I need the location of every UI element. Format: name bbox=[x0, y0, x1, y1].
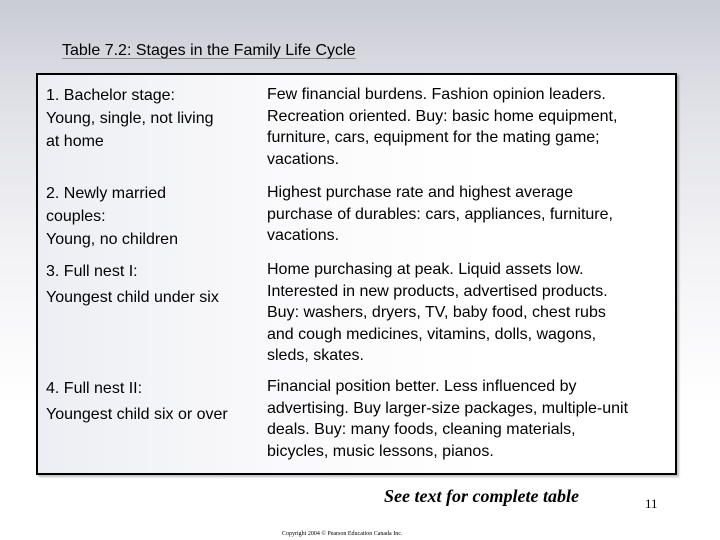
description-line: furniture, cars, equipment for the mating game; bbox=[267, 129, 600, 146]
description-line: Buy: washers, dryers, TV, baby food, chest rubs bbox=[267, 304, 606, 321]
description-line: vacations. bbox=[267, 227, 340, 244]
stage-line: 4. Full nest II: bbox=[46, 380, 143, 397]
description-line: purchase of durables: cars, appliances, furniture, bbox=[267, 205, 613, 223]
description-cell bbox=[267, 376, 671, 462]
stage-line: Youngest child six or over bbox=[46, 406, 228, 423]
stage-cell bbox=[46, 259, 266, 311]
stage-cell bbox=[46, 376, 266, 428]
description-line: Home purchasing at peak. Liquid assets low. bbox=[267, 261, 584, 278]
stage-line: at home bbox=[46, 133, 104, 150]
stage-line: 1. Bachelor stage: bbox=[46, 87, 175, 104]
stage-line: Young, single, not living bbox=[46, 110, 214, 127]
description-line: sleds, skates. bbox=[267, 347, 364, 364]
stage-line: 3. Full nest I: bbox=[46, 263, 138, 280]
description-line: Few financial burdens. Fashion opinion leaders. bbox=[267, 86, 606, 103]
footer-note: See text for complete table bbox=[384, 486, 579, 506]
description-line: Recreation oriented. Buy: basic home equipment, bbox=[267, 107, 618, 125]
description-cell bbox=[267, 182, 671, 247]
description-line: advertising. Buy larger-size packages, multiple-unit bbox=[267, 399, 629, 417]
stage-line: 2. Newly married bbox=[46, 185, 167, 202]
stage-line: Youngest child under six bbox=[46, 289, 219, 306]
description-cell bbox=[267, 84, 671, 170]
description-cell bbox=[267, 259, 671, 367]
description-line: deals. Buy: many foods, cleaning materials, bbox=[267, 421, 576, 438]
stage-cell bbox=[46, 182, 266, 251]
description-line: bicycles, music lessons, pianos. bbox=[267, 442, 494, 460]
slide-title: Table 7.2: Stages in the Family Life Cycle bbox=[62, 42, 356, 59]
stage-cell bbox=[46, 84, 266, 153]
description-line: Highest purchase rate and highest average bbox=[267, 184, 573, 201]
description-line: vacations. bbox=[267, 150, 340, 168]
stage-line: couples: bbox=[46, 208, 106, 225]
description-line: Financial position better. Less influenced by bbox=[267, 378, 577, 395]
page-number: 11 bbox=[645, 496, 658, 511]
stage-line: Young, no children bbox=[46, 231, 178, 248]
description-line: and cough medicines, vitamins, dolls, wagons, bbox=[267, 325, 597, 343]
copyright-notice: Copyright 2004 © Pearson Education Canada Inc. bbox=[282, 531, 403, 537]
family-life-cycle-table bbox=[36, 73, 677, 475]
description-line: Interested in new products, advertised products. bbox=[267, 282, 608, 300]
